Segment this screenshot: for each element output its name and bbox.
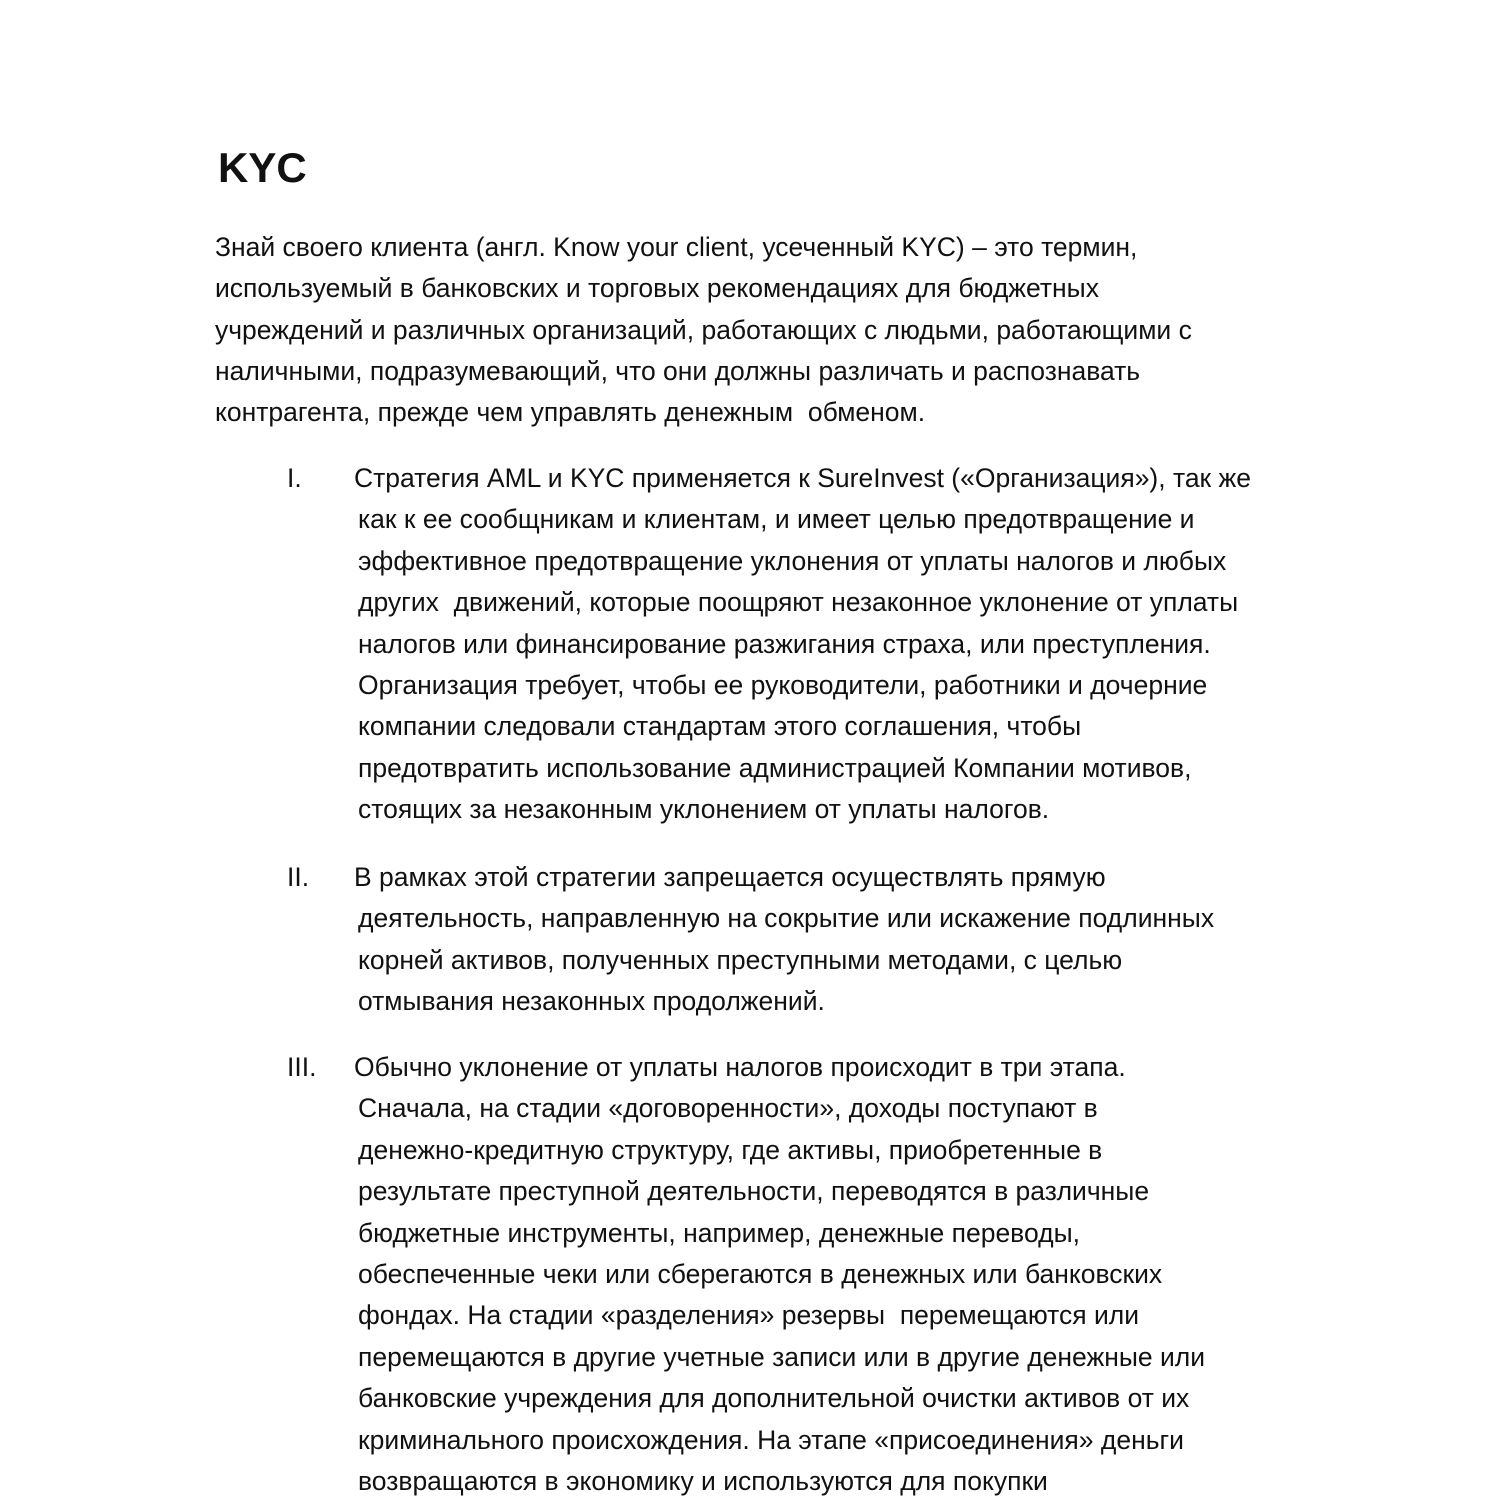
item-line: как к ее сообщникам и клиентам, и имеет целью предотвращение и [358, 504, 1195, 535]
intro-paragraph [215, 227, 1192, 433]
item-line: возвращаются в экономику и используются для покупки [358, 1466, 1048, 1497]
intro-line: наличными, подразумевающий, что они должны различать и распознавать [215, 355, 1141, 386]
item-line: налогов или финансирование разжигания страха, или преступления. [358, 628, 1211, 659]
list-numeral: I. [287, 463, 302, 493]
item-line: перемещаются в другие учетные записи или в другие денежные или [358, 1341, 1206, 1372]
list-item-text [354, 857, 1214, 1023]
list-numeral: II. [287, 862, 310, 892]
intro-line: контрагента, прежде чем управлять денежным обменом. [215, 397, 926, 428]
item-line: Сначала, на стадии «договоренности», доходы поступают в [358, 1093, 1098, 1124]
intro-line: учреждений и различных организаций, работающих с людьми, работающими с [215, 314, 1192, 345]
item-line: эффективное предотвращение уклонения от уплаты налогов и любых [358, 545, 1227, 576]
list-item-text [354, 458, 1251, 831]
item-line: Организация требует, чтобы ее руководители, работники и дочерние [358, 670, 1208, 701]
item-line: результате преступной деятельности, переводятся в различные [358, 1176, 1150, 1207]
item-line: корней активов, полученных преступными методами, с целью [358, 944, 1123, 975]
document-title: KYC [218, 144, 307, 191]
item-line: банковские учреждения для дополнительной очистки активов от их [358, 1383, 1190, 1414]
item-line: Стратегия AML и KYC применяется к SureInvest («Организация»), так же [354, 463, 1251, 493]
item-line: деятельность, направленную на сокрытие или искажение подлинных [358, 903, 1215, 934]
item-line: других движений, которые поощряют незаконное уклонение от уплаты [358, 587, 1239, 618]
item-line: криминального происхождения. На этапе «присоединения» деньги [358, 1424, 1184, 1455]
item-line: бюджетные инструменты, например, денежные переводы, [358, 1217, 1080, 1248]
item-line: фондах. На стадии «разделения» резервы перемещаются или [358, 1300, 1140, 1331]
item-line: денежно-кредитную структуру, где активы, приобретенные в [358, 1134, 1103, 1165]
item-line: Обычно уклонение от уплаты налогов происходит в три этапа. [354, 1052, 1126, 1082]
item-line: компании следовали стандартам этого соглашения, чтобы [358, 711, 1082, 742]
list-numeral: III. [287, 1052, 317, 1082]
item-line: обеспеченные чеки или сберегаются в денежных или банковских [358, 1259, 1163, 1290]
item-line: отмывания незаконных продолжений. [358, 986, 825, 1017]
item-line: предотвратить использование администрацией Компании мотивов, [358, 752, 1192, 783]
intro-line: используемый в банковских и торговых рекомендациях для бюджетных [215, 273, 1099, 304]
list-item-text [354, 1047, 1205, 1502]
item-line: В рамках этой стратегии запрещается осуществлять прямую [354, 862, 1106, 892]
item-line: стоящих за незаконным уклонением от уплаты налогов. [358, 794, 1050, 825]
intro-line: Знай своего клиента (англ. Know your client, усеченный KYC) – это термин, [215, 232, 1138, 262]
